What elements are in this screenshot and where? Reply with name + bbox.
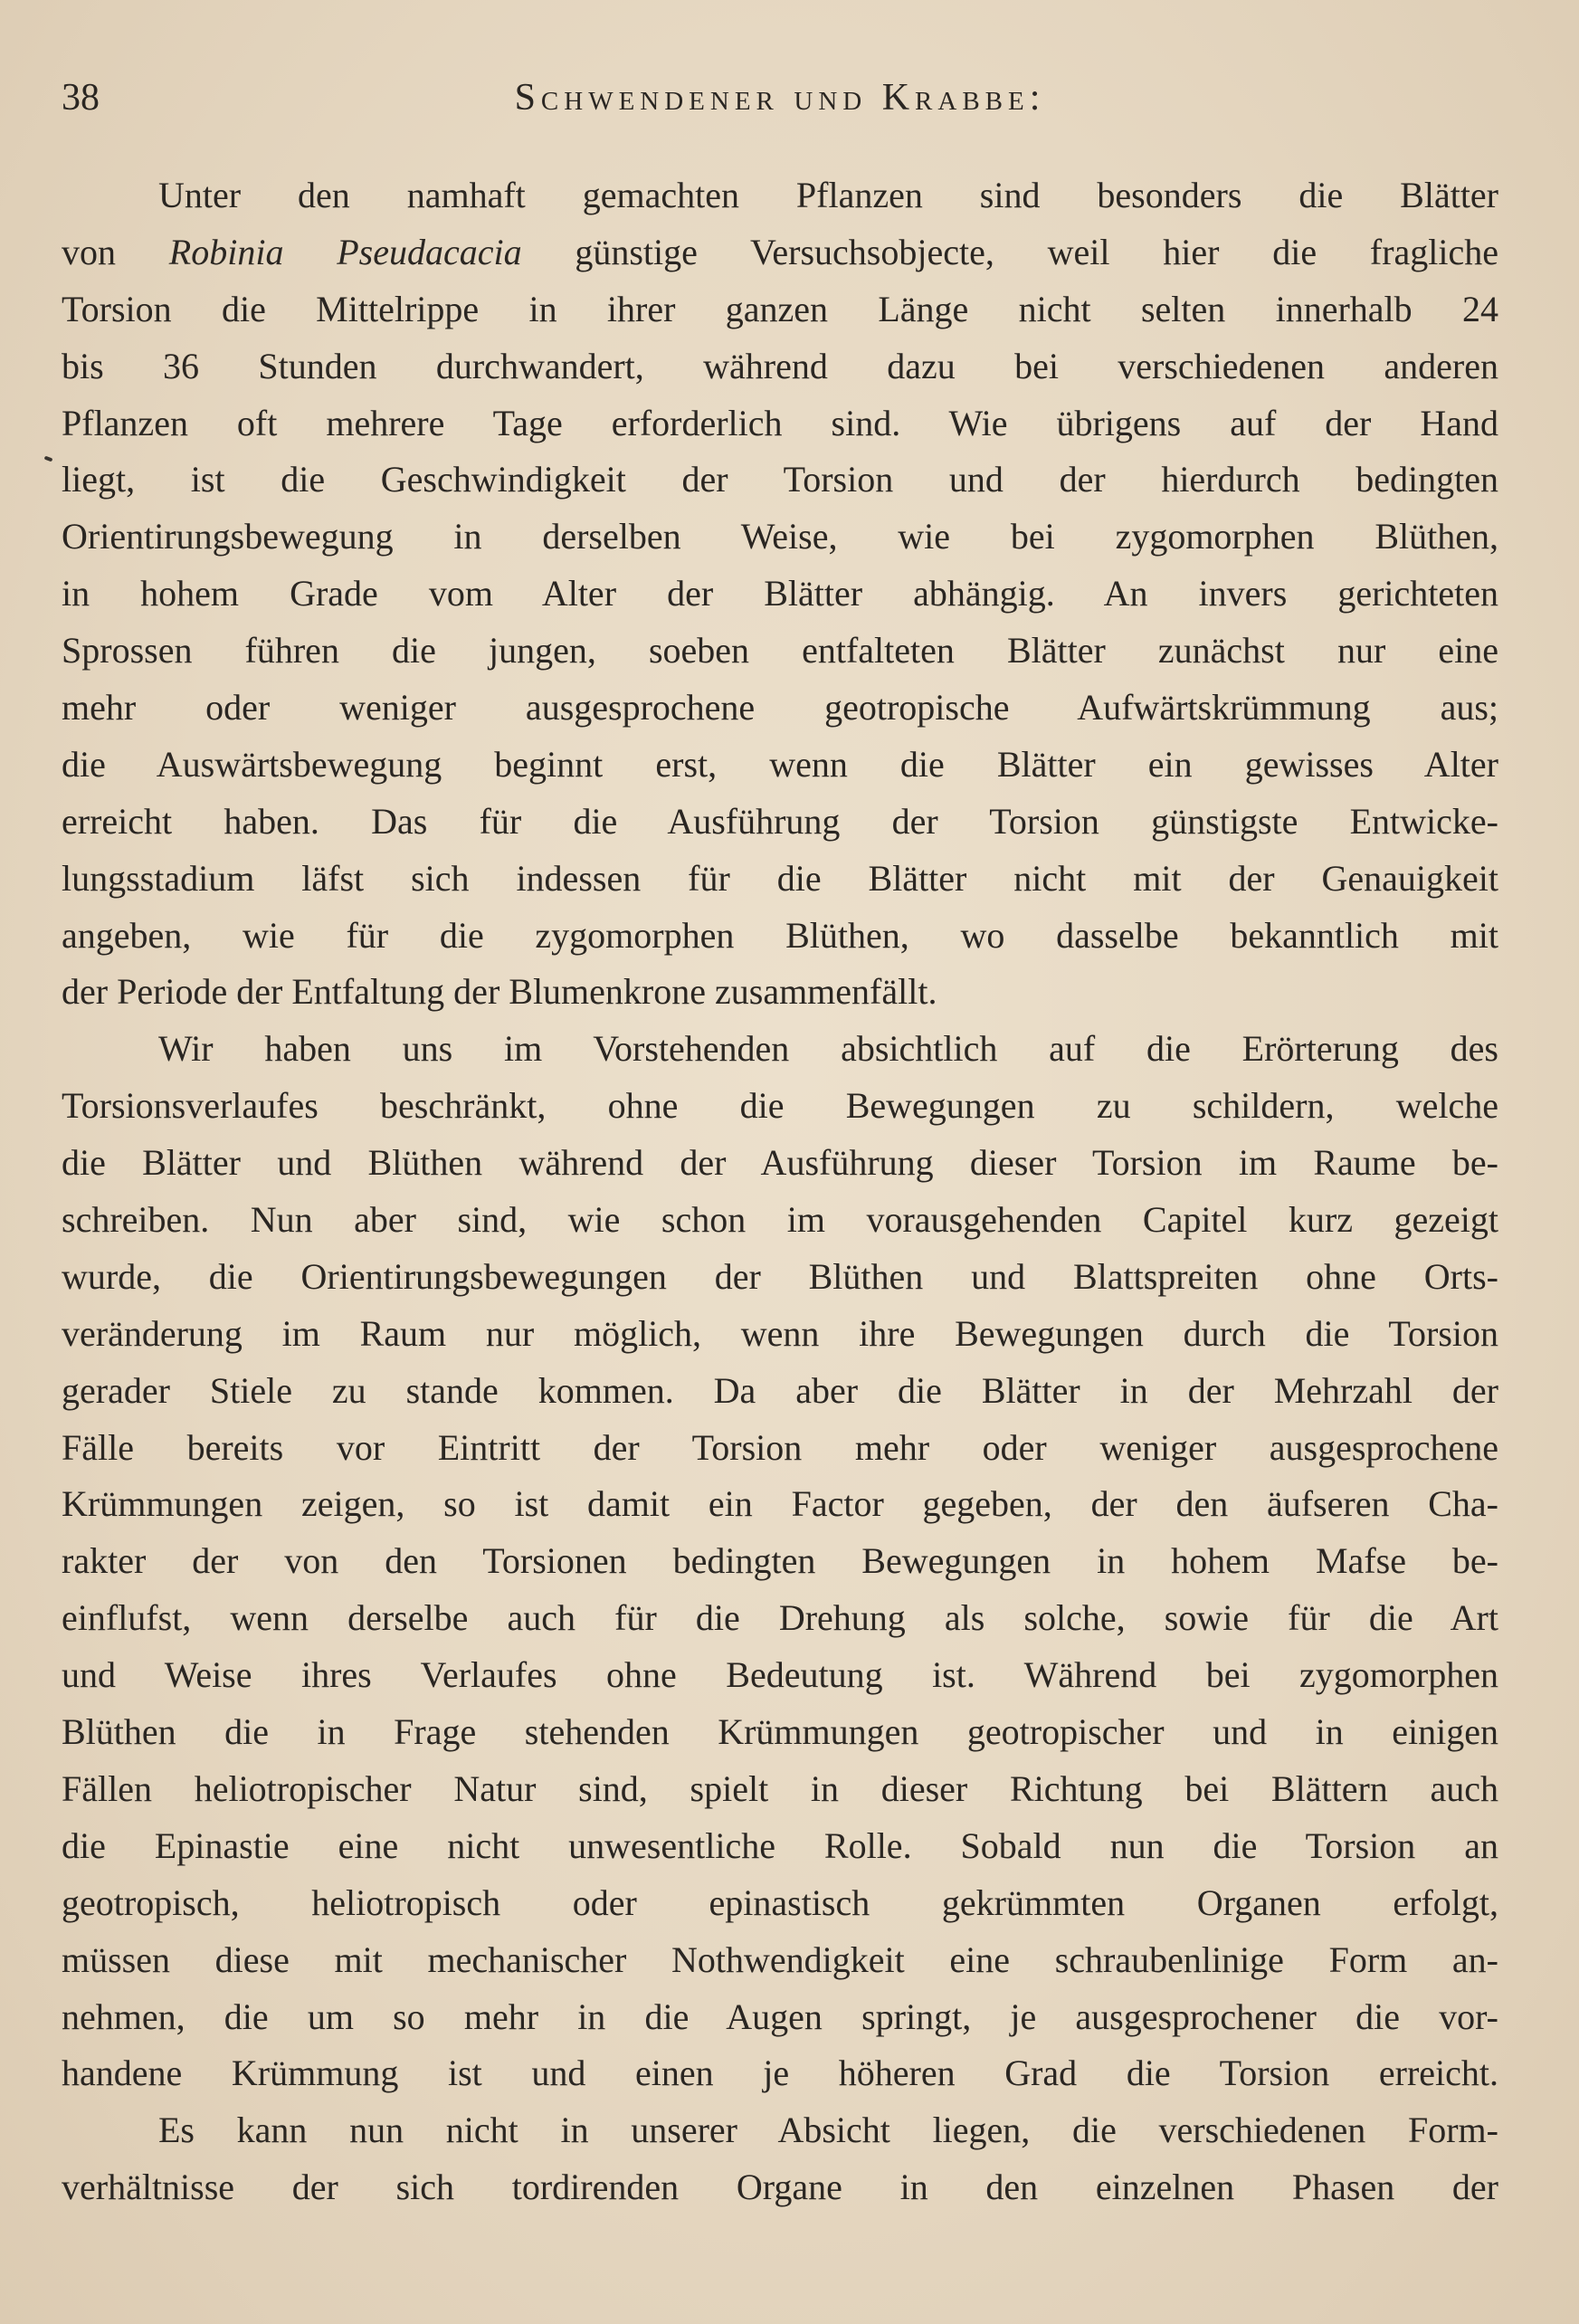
text-line: angeben, wie für die zygomorphen Blüthen, wo dasselbe bekanntlich mit (62, 914, 1498, 956)
text-line: von Robinia Pseudacacia günstige Versuchsobjecte, weil hier die fragliche (62, 231, 1498, 272)
body-text (62, 167, 1498, 2216)
text-line: Fällen heliotropischer Natur sind, spielt in dieser Richtung bei Blättern auch (62, 1767, 1498, 1809)
text-line: Blüthen die in Frage stehenden Krümmungen geotropischer und in einigen (62, 1711, 1498, 1753)
text-line: mehr oder weniger ausgesprochene geotropische Aufwärtskrümmung aus; (62, 687, 1498, 729)
text-line: Fälle bereits vor Eintritt der Torsion mehr oder weniger ausgesprochene (62, 1426, 1498, 1468)
text-line: die Blätter und Blüthen während der Ausführung dieser Torsion im Raume be- (62, 1142, 1498, 1184)
text-line: gerader Stiele zu stande kommen. Da aber die Blätter in der Mehrzahl der (62, 1369, 1498, 1411)
text-line: handene Krümmung ist und einen je höheren Grad die Torsion erreicht. (62, 2053, 1498, 2094)
text-line: der Periode der Entfaltung der Blumenkrone zusammenfällt. (62, 971, 937, 1013)
text-line: bis 36 Stunden durchwandert, während dazu bei verschiedenen anderen (62, 345, 1498, 386)
text-line: veränderung im Raum nur möglich, wenn ihre Bewegungen durch die Torsion (62, 1312, 1498, 1354)
text-line: wurde, die Orientirungsbewegungen der Blüthen und Blattspreiten ohne Orts- (62, 1255, 1498, 1297)
text-line: verhältnisse der sich tordirenden Organe in den einzelnen Phasen der (62, 2167, 1498, 2208)
running-head: Schwendener und Krabbe: (514, 77, 1046, 119)
text-line: Pflanzen oft mehrere Tage erforderlich sind. Wie übrigens auf der Hand (62, 402, 1498, 443)
text-line: die Auswärtsbewegung beginnt erst, wenn die Blätter ein gewisses Alter (62, 743, 1498, 785)
text-line: die Epinastie eine nicht unwesentliche Rolle. Sobald nun die Torsion an (62, 1824, 1498, 1866)
text-line: und Weise ihres Verlaufes ohne Bedeutung ist. Während bei zygomorphen (62, 1654, 1498, 1696)
text-line: Es kann nun nicht in unserer Absicht liegen, die verschiedenen Form- (158, 2110, 1498, 2151)
text-line: erreicht haben. Das für die Ausführung der Torsion günstigste Entwicke- (62, 800, 1498, 842)
text-line: rakter der von den Torsionen bedingten Bewegungen in hohem Mafse be- (62, 1540, 1498, 1582)
text-line: Wir haben uns im Vorstehenden absichtlich auf die Erörterung des (158, 1028, 1498, 1070)
margin-mark (44, 456, 53, 462)
page-header (62, 71, 1498, 125)
text-line: Unter den namhaft gemachten Pflanzen sind besonders die Blätter (158, 175, 1498, 215)
text-line: Krümmungen zeigen, so ist damit ein Factor gegeben, der den äufseren Cha- (62, 1483, 1498, 1525)
text-line: liegt, ist die Geschwindigkeit der Torsion und der hierdurch bedingten (62, 459, 1498, 500)
text-line: Torsionsverlaufes beschränkt, ohne die Bewegungen zu schildern, welche (62, 1085, 1498, 1127)
page-number: 38 (62, 77, 100, 119)
text-line: lungsstadium läfst sich indessen für die Blätter nicht mit der Genauigkeit (62, 857, 1498, 899)
text-line: müssen diese mit mechanischer Nothwendigkeit eine schraubenlinige Form an- (62, 1938, 1498, 1980)
species-name: Robinia Pseudacacia (168, 231, 522, 272)
text-line: schreiben. Nun aber sind, wie schon im vorausgehenden Capitel kurz gezeigt (62, 1199, 1498, 1241)
text-line: Sprossen führen die jungen, soeben entfalteten Blätter zunächst nur eine (62, 630, 1498, 671)
text-line: Torsion die Mittelrippe in ihrer ganzen Länge nicht selten innerhalb 24 (62, 288, 1498, 329)
text-line: einflufst, wenn derselbe auch für die Drehung als solche, sowie für die Art (62, 1597, 1498, 1639)
text-line: nehmen, die um so mehr in die Augen springt, je ausgesprochener die vor- (62, 1995, 1498, 2037)
text-line: geotropisch, heliotropisch oder epinastisch gekrümmten Organen erfolgt, (62, 1881, 1498, 1923)
text-line: in hohem Grade vom Alter der Blätter abhängig. An invers gerichteten (62, 573, 1498, 614)
text-line: Orientirungsbewegung in derselben Weise, wie bei zygomorphen Blüthen, (62, 516, 1498, 557)
